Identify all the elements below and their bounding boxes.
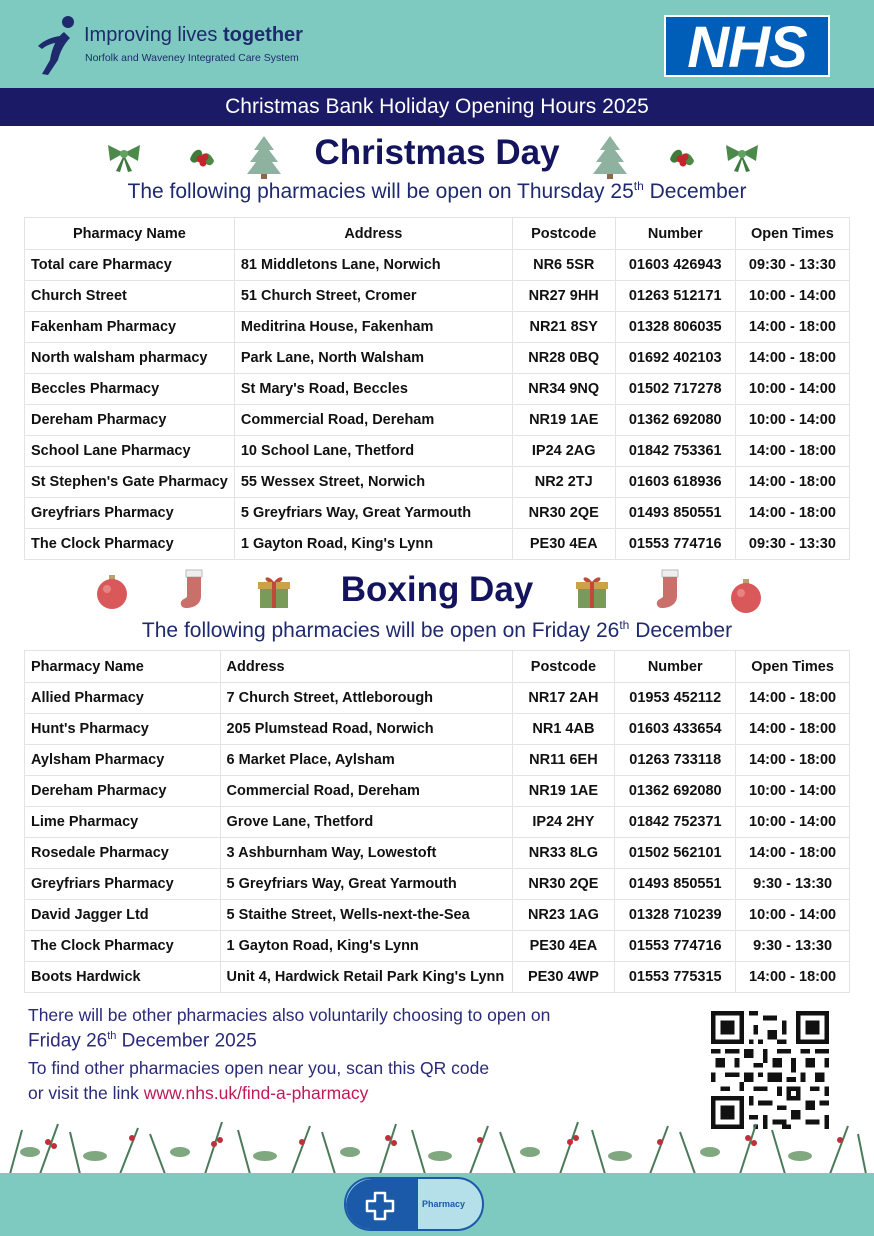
- improving-lives-figure-icon: [34, 14, 82, 76]
- pharmacy-name-cell: The Clock Pharmacy: [25, 529, 235, 560]
- postcode-cell: NR23 1AG: [512, 900, 615, 931]
- address-cell: Commercial Road, Dereham: [220, 776, 512, 807]
- pharmacy-name-cell: Dereham Pharmacy: [25, 405, 235, 436]
- phone-number-cell: 01842 752371: [615, 807, 736, 838]
- address-cell: 1 Gayton Road, King's Lynn: [234, 529, 512, 560]
- pharmacy-name-cell: School Lane Pharmacy: [25, 436, 235, 467]
- column-header: Address: [220, 651, 512, 683]
- postcode-cell: NR6 5SR: [512, 250, 615, 281]
- table-row: [25, 838, 850, 869]
- christmas-heading: Christmas Day: [314, 133, 560, 172]
- table-row: [25, 250, 850, 281]
- stocking-icon: [652, 568, 688, 612]
- pharmacy-name-cell: Lime Pharmacy: [25, 807, 221, 838]
- pharmacy-name-cell: North walsham pharmacy: [25, 343, 235, 374]
- boxing-intro: The following pharmacies will be open on Friday 26th December: [141, 618, 733, 642]
- badge-label: Pharmacy: [422, 1199, 466, 1209]
- phone-number-cell: 01328 806035: [615, 312, 735, 343]
- open-times-cell: 10:00 - 14:00: [736, 900, 850, 931]
- phone-number-cell: 01553 774716: [615, 529, 735, 560]
- address-cell: 1 Gayton Road, King's Lynn: [220, 931, 512, 962]
- footer-line-2: Friday 26th December 2025: [28, 1030, 257, 1052]
- postcode-cell: NR30 2QE: [512, 869, 615, 900]
- column-header: Postcode: [512, 218, 615, 250]
- holly-icon: [662, 137, 702, 177]
- phone-number-cell: 01953 452112: [615, 683, 736, 714]
- table-row: [25, 467, 850, 498]
- address-cell: 51 Church Street, Cromer: [234, 281, 512, 312]
- open-times-cell: 09:30 - 13:30: [735, 250, 849, 281]
- table-row: [25, 281, 850, 312]
- pharmacy-name-cell: Rosedale Pharmacy: [25, 838, 221, 869]
- open-times-cell: 09:30 - 13:30: [735, 529, 849, 560]
- pharmacy-name-cell: Church Street: [25, 281, 235, 312]
- pharmacy-name-cell: Aylsham Pharmacy: [25, 745, 221, 776]
- postcode-cell: IP24 2AG: [512, 436, 615, 467]
- postcode-cell: PE30 4EA: [512, 529, 615, 560]
- pharmacy-name-cell: Greyfriars Pharmacy: [25, 869, 221, 900]
- table-row: [25, 436, 850, 467]
- table-row: [25, 776, 850, 807]
- open-times-cell: 14:00 - 18:00: [735, 312, 849, 343]
- open-times-cell: 14:00 - 18:00: [735, 467, 849, 498]
- address-cell: Meditrina House, Fakenham: [234, 312, 512, 343]
- postcode-cell: NR33 8LG: [512, 838, 615, 869]
- table-row: [25, 869, 850, 900]
- table-row: [25, 498, 850, 529]
- open-times-cell: 9:30 - 13:30: [736, 931, 850, 962]
- christmas-foliage-border: [0, 1112, 874, 1174]
- table-row: [25, 900, 850, 931]
- footer-line-4: or visit the link www.nhs.uk/find-a-pharmacy: [28, 1083, 369, 1103]
- postcode-cell: NR2 2TJ: [512, 467, 615, 498]
- table-row: [25, 343, 850, 374]
- postcode-cell: NR19 1AE: [512, 405, 615, 436]
- postcode-cell: NR21 8SY: [512, 312, 615, 343]
- phone-number-cell: 01502 562101: [615, 838, 736, 869]
- phone-number-cell: 01553 774716: [615, 931, 736, 962]
- open-times-cell: 10:00 - 14:00: [735, 374, 849, 405]
- pharmacy-cross-icon: [364, 1190, 396, 1222]
- open-times-cell: 14:00 - 18:00: [736, 683, 850, 714]
- table-row: [25, 807, 850, 838]
- postcode-cell: NR30 2QE: [512, 498, 615, 529]
- table-row: [25, 745, 850, 776]
- phone-number-cell: 01263 512171: [615, 281, 735, 312]
- address-cell: 7 Church Street, Attleborough: [220, 683, 512, 714]
- address-cell: 10 School Lane, Thetford: [234, 436, 512, 467]
- open-times-cell: 14:00 - 18:00: [736, 745, 850, 776]
- page-banner: Christmas Bank Holiday Opening Hours 2025: [0, 88, 874, 126]
- open-times-cell: 14:00 - 18:00: [735, 436, 849, 467]
- pharmacy-first-badge: [344, 1177, 484, 1231]
- column-header: Number: [615, 218, 735, 250]
- table-row: [25, 405, 850, 436]
- address-cell: Commercial Road, Dereham: [234, 405, 512, 436]
- table-header-row: [25, 218, 850, 250]
- pharmacy-name-cell: Total care Pharmacy: [25, 250, 235, 281]
- postcode-cell: PE30 4EA: [512, 931, 615, 962]
- open-times-cell: 14:00 - 18:00: [736, 714, 850, 745]
- bauble-icon: [726, 576, 766, 616]
- pharmacy-name-cell: The Clock Pharmacy: [25, 931, 221, 962]
- phone-number-cell: 01328 710239: [615, 900, 736, 931]
- open-times-cell: 9:30 - 13:30: [736, 869, 850, 900]
- phone-number-cell: 01493 850551: [615, 869, 736, 900]
- address-cell: 5 Greyfriars Way, Great Yarmouth: [220, 869, 512, 900]
- christmas-intro: The following pharmacies will be open on Thursday 25th December: [127, 179, 747, 203]
- phone-number-cell: 01692 402103: [615, 343, 735, 374]
- open-times-cell: 14:00 - 18:00: [736, 838, 850, 869]
- postcode-cell: NR17 2AH: [512, 683, 615, 714]
- postcode-cell: IP24 2HY: [512, 807, 615, 838]
- ics-title: Improving lives together: [84, 24, 303, 46]
- phone-number-cell: 01603 618936: [615, 467, 735, 498]
- address-cell: 205 Plumstead Road, Norwich: [220, 714, 512, 745]
- nhs-logo: NHS: [664, 15, 830, 77]
- phone-number-cell: 01362 692080: [615, 776, 736, 807]
- open-times-cell: 10:00 - 14:00: [736, 807, 850, 838]
- pharmacy-name-cell: Hunt's Pharmacy: [25, 714, 221, 745]
- table-row: [25, 683, 850, 714]
- pharmacy-name-cell: Greyfriars Pharmacy: [25, 498, 235, 529]
- table-header-row: [25, 651, 850, 683]
- footer-line-1: There will be other pharmacies also voluntarily choosing to open on: [28, 1005, 551, 1025]
- phone-number-cell: 01603 426943: [615, 250, 735, 281]
- table-row: [25, 931, 850, 962]
- pharmacy-name-cell: Allied Pharmacy: [25, 683, 221, 714]
- phone-number-cell: 01842 753361: [615, 436, 735, 467]
- table-row: [25, 714, 850, 745]
- postcode-cell: NR1 4AB: [512, 714, 615, 745]
- postcode-cell: NR27 9HH: [512, 281, 615, 312]
- open-times-cell: 10:00 - 14:00: [736, 776, 850, 807]
- column-header: Pharmacy Name: [25, 651, 221, 683]
- ics-subtitle: Norfolk and Waveney Integrated Care System: [85, 52, 299, 64]
- table-row: [25, 529, 850, 560]
- column-header: Postcode: [512, 651, 615, 683]
- open-times-cell: 14:00 - 18:00: [735, 343, 849, 374]
- column-header: Number: [615, 651, 736, 683]
- footer-line-3: To find other pharmacies open near you, scan this QR code: [28, 1058, 490, 1078]
- pharmacy-name-cell: Fakenham Pharmacy: [25, 312, 235, 343]
- phone-number-cell: 01493 850551: [615, 498, 735, 529]
- postcode-cell: NR34 9NQ: [512, 374, 615, 405]
- postcode-cell: NR11 6EH: [512, 745, 615, 776]
- address-cell: 55 Wessex Street, Norwich: [234, 467, 512, 498]
- find-pharmacy-link[interactable]: www.nhs.uk/find-a-pharmacy: [143, 1083, 369, 1103]
- open-times-cell: 10:00 - 14:00: [735, 405, 849, 436]
- column-header: Open Times: [735, 218, 849, 250]
- open-times-cell: 14:00 - 18:00: [736, 962, 850, 993]
- bow-icon: [722, 137, 762, 177]
- postcode-cell: NR28 0BQ: [512, 343, 615, 374]
- pharmacy-name-cell: David Jagger Ltd: [25, 900, 221, 931]
- phone-number-cell: 01502 717278: [615, 374, 735, 405]
- column-header: Open Times: [736, 651, 850, 683]
- phone-number-cell: 01263 733118: [615, 745, 736, 776]
- address-cell: Park Lane, North Walsham: [234, 343, 512, 374]
- pharmacy-name-cell: Boots Hardwick: [25, 962, 221, 993]
- table-row: [25, 374, 850, 405]
- phone-number-cell: 01362 692080: [615, 405, 735, 436]
- postcode-cell: NR19 1AE: [512, 776, 615, 807]
- pharmacy-name-cell: Beccles Pharmacy: [25, 374, 235, 405]
- address-cell: St Mary's Road, Beccles: [234, 374, 512, 405]
- phone-number-cell: 01553 775315: [615, 962, 736, 993]
- table-row: [25, 962, 850, 993]
- phone-number-cell: 01603 433654: [615, 714, 736, 745]
- address-cell: Grove Lane, Thetford: [220, 807, 512, 838]
- address-cell: 3 Ashburnham Way, Lowestoft: [220, 838, 512, 869]
- boxing-pharmacy-table: [24, 650, 850, 993]
- christmas-pharmacy-table: [24, 217, 850, 560]
- address-cell: 81 Middletons Lane, Norwich: [234, 250, 512, 281]
- open-times-cell: 10:00 - 14:00: [735, 281, 849, 312]
- postcode-cell: PE30 4WP: [512, 962, 615, 993]
- column-header: Address: [234, 218, 512, 250]
- address-cell: Unit 4, Hardwick Retail Park King's Lynn: [220, 962, 512, 993]
- table-row: [25, 312, 850, 343]
- column-header: Pharmacy Name: [25, 218, 235, 250]
- gift-icon: [572, 572, 612, 612]
- open-times-cell: 14:00 - 18:00: [735, 498, 849, 529]
- address-cell: 5 Staithe Street, Wells-next-the-Sea: [220, 900, 512, 931]
- christmas-tree-icon: [590, 134, 630, 180]
- address-cell: 5 Greyfriars Way, Great Yarmouth: [234, 498, 512, 529]
- boxing-heading: Boxing Day: [340, 570, 534, 609]
- address-cell: 6 Market Place, Aylsham: [220, 745, 512, 776]
- ics-brand: [34, 14, 334, 78]
- pharmacy-name-cell: St Stephen's Gate Pharmacy: [25, 467, 235, 498]
- pharmacy-name-cell: Dereham Pharmacy: [25, 776, 221, 807]
